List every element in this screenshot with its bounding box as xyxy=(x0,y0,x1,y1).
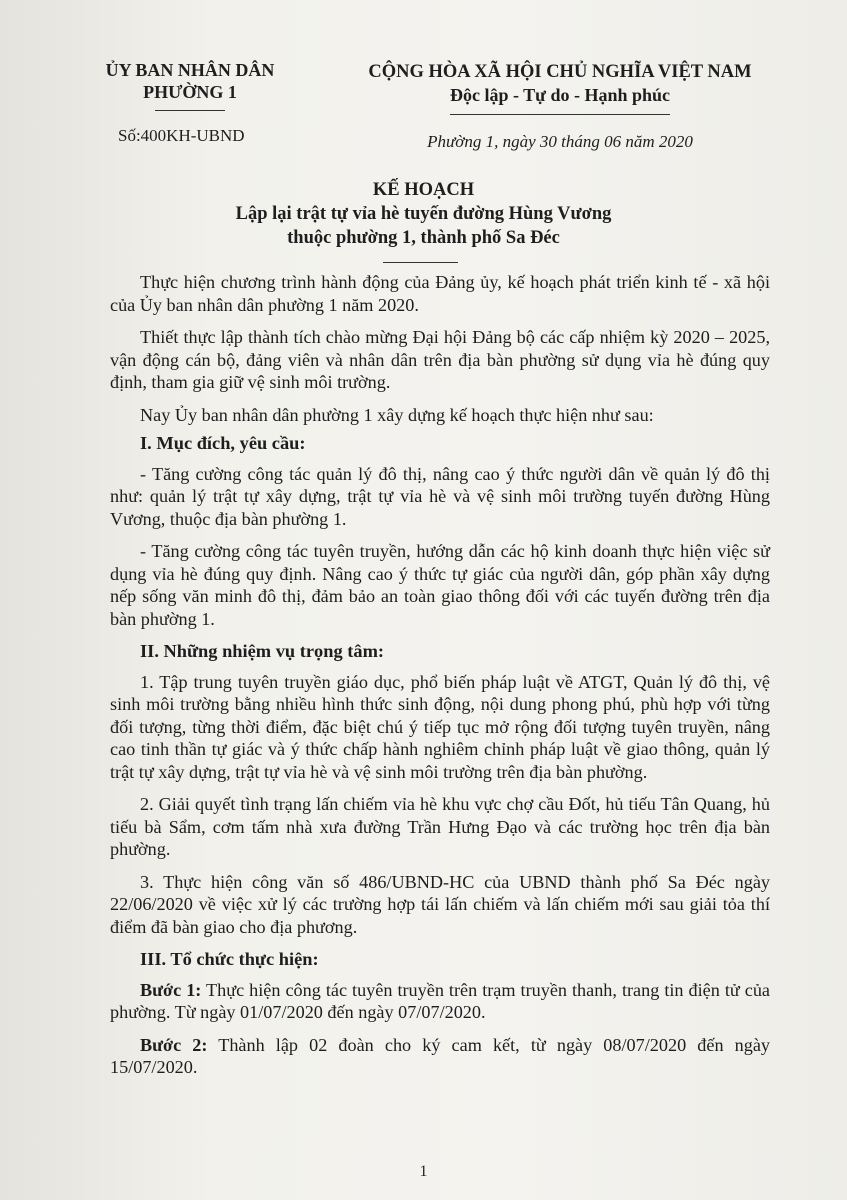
step-item xyxy=(110,1034,770,1079)
motto-underline xyxy=(450,114,670,115)
section-heading-tasks: II. Những nhiệm vụ trọng tâm: xyxy=(140,641,385,661)
task-item: 3. Thực hiện công văn số 486/UBND-HC của UBND thành phố Sa Đéc ngày 22/06/2020 về việc xử lý các trường hợp tái lấn chiếm và lấn chiếm mới sau giải tỏa thí điểm đã bàn giao cho địa phương. xyxy=(110,871,770,937)
step-item xyxy=(110,979,770,1024)
authority-underline xyxy=(155,110,225,111)
motto: Độc lập - Tự do - Hạnh phúc xyxy=(449,85,671,105)
step-label: Bước 2: xyxy=(140,1034,208,1055)
authority-name: ỦY BAN NHÂN DÂN xyxy=(105,60,275,80)
document-title-line1: Lập lại trật tự vỉa hè tuyến đường Hùng Vương xyxy=(235,204,612,224)
document-header xyxy=(0,60,847,160)
purpose-item: - Tăng cường công tác tuyên truyền, hướng dẫn các hộ kinh doanh thực hiện việc sử dụng vỉa hè đúng quy định. Nâng cao ý thức tự giác của người dân, góp phần xây dựng nếp sống văn minh đô thị, đảm bảo an toàn giao thông đối với các tuyến đường trên địa bàn phường 1. xyxy=(110,541,770,629)
authority-ward: PHƯỜNG 1 xyxy=(143,82,237,102)
intro-paragraph: Thực hiện chương trình hành động của Đảng ủy, kế hoạch phát triển kinh tế - xã hội của Ủy ban nhân dân phường 1 năm 2020. xyxy=(110,272,770,315)
task-item: 1. Tập trung tuyên truyền giáo dục, phổ biến pháp luật về ATGT, Quản lý đô thị, vệ sinh môi trường bằng nhiều hình thức sinh động, nội dung phong phú, phù hợp với từng đối tượng, từng thời điểm, đặc biệt chú ý tiếp tục mở rộng đối tượng tuyên truyền, nâng cao tinh thần tự giác và ý thức chấp hành nghiêm chỉnh pháp luật về giao thông, quản lý trật tự xây dựng, trật tự vỉa hè và vệ sinh môi trường trên địa bàn phường. xyxy=(110,671,770,782)
step-text: Thành lập 02 đoàn cho ký cam kết, từ ngày 08/07/2020 đến ngày 15/07/2020. xyxy=(110,1034,770,1077)
title-underline xyxy=(383,262,458,263)
document-body xyxy=(110,271,770,1089)
document-type: KẾ HOẠCH xyxy=(372,180,475,200)
section-heading-implementation: III. Tổ chức thực hiện: xyxy=(140,949,319,969)
country-name: CỘNG HÒA XÃ HỘI CHỦ NGHĨA VIỆT NAM xyxy=(368,62,752,82)
document-title-line2: thuộc phường 1, thành phố Sa Đéc xyxy=(287,228,560,248)
intro-paragraph: Thiết thực lập thành tích chào mừng Đại hội Đảng bộ các cấp nhiệm kỳ 2020 – 2025, vận động cán bộ, đảng viên và nhân dân trên địa bàn phường sử dụng vỉa hè đúng quy định, tham gia giữ vệ sinh môi trường. xyxy=(110,327,770,392)
intro-paragraph: Nay Ủy ban nhân dân phường 1 xây dựng kế hoạch thực hiện như sau: xyxy=(140,404,654,425)
step-text: Thực hiện công tác tuyên truyền trên trạm truyền thanh, trang tin điện tử của phường. Từ ngày 01/07/2020 đến ngày 07/07/2020. xyxy=(110,979,770,1022)
step-label: Bước 1: xyxy=(140,979,202,1000)
document-date: Phường 1, ngày 30 tháng 06 năm 2020 xyxy=(427,132,693,151)
purpose-item: - Tăng cường công tác quản lý đô thị, nâng cao ý thức người dân về quản lý đô thị như: quản lý trật tự xây dựng, trật tự vỉa hè và vệ sinh môi trường tuyến đường Hùng Vương, thuộc địa bàn phường 1. xyxy=(110,463,770,529)
document-number: Số:400KH-UBND xyxy=(118,126,245,145)
page-number: 1 xyxy=(419,1163,428,1180)
task-item: 2. Giải quyết tình trạng lấn chiếm vỉa hè khu vực chợ cầu Đốt, hủ tiếu Tân Quang, hủ tiếu bà Sẩm, cơm tấm nhà xưa đường Trần Hưng Đạo và các trường học trên địa bàn phường. xyxy=(110,794,770,859)
section-heading-purpose: I. Mục đích, yêu cầu: xyxy=(140,433,306,453)
